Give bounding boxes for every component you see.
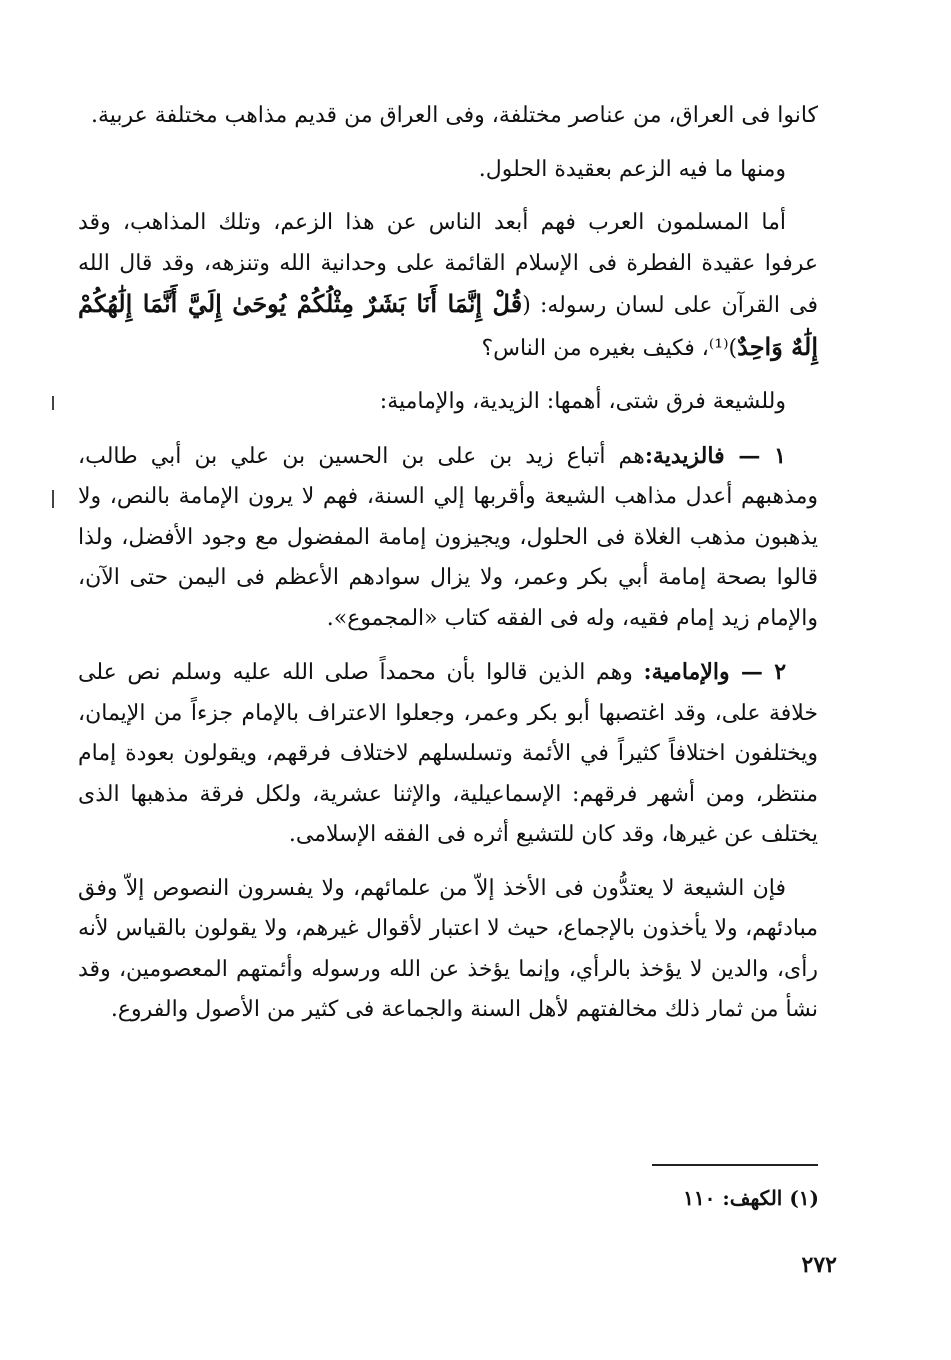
paragraph-zaydiyya (78, 436, 818, 640)
paragraph-text: وللشيعة فرق شتى، أهمها: الزيدية، والإمامية: (379, 389, 786, 414)
footnote-divider (652, 1164, 818, 1166)
footnote: (١) الكهف: ١١٠ (683, 1186, 819, 1210)
paragraph-7 (78, 869, 818, 1031)
paragraph-3 (78, 203, 818, 369)
page-number: ٢٧٢ (801, 1252, 837, 1278)
paragraph-text-after-verse: )⁽¹⁾، فكيف بغيره من الناس؟ (481, 335, 738, 361)
paragraph-imamiyya (78, 652, 818, 856)
margin-mark (52, 396, 54, 410)
paragraph-text: كانوا فى العراق، من عناصر مختلفة، وفى العراق من قديم مذاهب مختلفة عربية. (90, 103, 818, 128)
paragraph-text: وهم الذين قالوا بأن محمداً صلى الله عليه وسلم نص على خلافة على، وقد اغتصبها أبو بكر وعمر، وجعلوا الاعتراف بالإمام جزءاً من الإيمان، ويختلفون اختلافاً كثيراً في الأئمة وتسلسلهم لاختلاف فرقهم، ويقولون بعودة إمام منتظر، ومن أشهر فرقهم: الإسماعيلية، والإثنا عشرية، ولكل فرقة مذهبها الذى يختلف عن غيرها، وقد كان للتشيع أثره فى الفقه الإسلامى. (78, 660, 818, 847)
body-text (78, 96, 818, 1031)
margin-mark (52, 490, 54, 508)
paragraph-text: فإن الشيعة لا يعتدُّون فى الأخذ إلاّ من علمائهم، ولا يفسرون النصوص إلاّ وفق مبادئهم، ولا يأخذون بالإجماع، حيث لا اعتبار لأقوال غيرهم، ولا يقولون بالقياس لأنه رأى، والدين لا يؤخذ بالرأي، وإنما يؤخذ عن الله ورسوله وأئمتهم المعصومين، وقد نشأ من ثمار ذلك مخالفتهم لأهل السنة والجماعة فى كثير من الأصول والفروع. (78, 875, 818, 1022)
paragraph-2 (78, 150, 818, 191)
quran-verse: قُلْ إِنَّمَا أَنَا بَشَرٌ مِثْلُكُمْ يُوحَىٰ إِلَيَّ أَنَّمَا إِلَٰهُكُمْ إِلَٰهٌ وَاحِدٌ (78, 289, 818, 361)
section-heading-zaydiyya: ١ — فالزيدية: (644, 442, 786, 469)
paragraph-text: ومنها ما فيه الزعم بعقيدة الحلول. (478, 156, 786, 182)
section-heading-imamiyya: ٢ — والإمامية: (643, 659, 787, 685)
paragraph-1 (78, 96, 818, 137)
paragraph-text: أما المسلمون العرب فهم أبعد الناس عن هذا الزعم، وتلك المذاهب، وقد عرفوا عقيدة الفطرة فى الإسلام القائمة على وحدانية الله وتنزهه، وقد قال الله فى القرآن على لسان رسوله: ( (78, 210, 818, 318)
paragraph-4 (78, 382, 818, 423)
paragraph-text: هم أتباع زيد بن على بن الحسين بن علي بن أبي طالب، ومذهبهم أعدل مذاهب الشيعة وأقربها إلي السنة، فهم لا يرون الإمامة بالنص، ولا يذهبون مذهب الغلاة فى الحلول، ويجيزون إمامة المفضول مع وجود الأفضل، ولذا قالوا بصحة إمامة أبي بكر وعمر، ولا يزال سوادهم الأعظم فى اليمن حتى الآن، والإمام زيد إمام فقيه، وله فى الفقه كتاب «المجموع». (78, 443, 818, 631)
